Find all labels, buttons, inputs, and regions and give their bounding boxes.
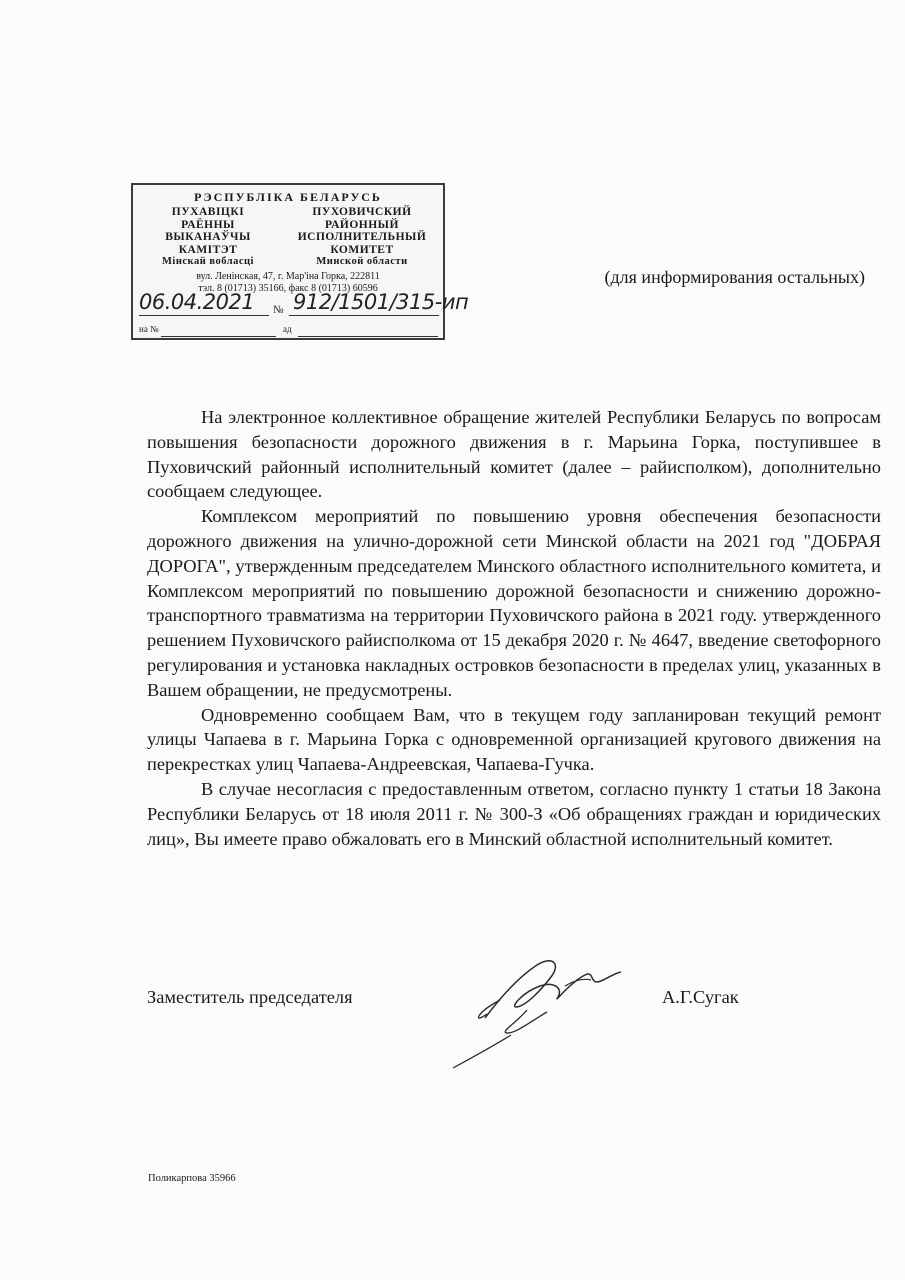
stamp-date-line <box>139 315 269 316</box>
stamp-republic: РЭСПУБЛІКА БЕЛАРУСЬ <box>194 190 382 204</box>
stamp-left-line: РАЁННЫ <box>181 218 235 231</box>
stamp-right-line: ИСПОЛНИТЕЛЬНЫЙ <box>297 231 427 244</box>
signer-position: Заместитель председателя <box>147 987 353 1007</box>
signer-name: А.Г.Сугак <box>662 987 739 1007</box>
official-stamp <box>131 183 469 340</box>
stamp-reply-date-line <box>298 336 438 337</box>
stamp-left-line: ВЫКАНАЎЧЫ <box>165 231 251 244</box>
stamp-number: 912/1501/315-ип <box>293 290 469 314</box>
paragraph: Одновременно сообщаем Вам, что в текущем году запланирован текущий ремонт улицы Чапаева в г. Марьина Горка с одновременной организацией кругового движения на перекрестках улиц Чапаева-Андреевская, Чапаева-Гучка. <box>147 704 881 775</box>
stamp-reply-label: на № <box>139 324 159 334</box>
stamp-left-line: КАМІТЭТ <box>178 243 238 256</box>
stamp-reply-line <box>161 336 276 337</box>
stamp-right-line: Минской области <box>316 256 408 268</box>
stamp-address: вул. Ленінская, 47, г. Мар'іна Горка, 222811 <box>196 271 380 282</box>
stamp-left-line: Мінскай вобласці <box>162 256 254 268</box>
paragraph: На электронное коллективное обращение жителей Республики Беларусь по вопросам повышения безопасности дорожного движения в г. Марьина Горка, поступившее в Пуховичский районный исполнительный комитет (далее – райисполком), дополнительно сообщаем следующее. <box>147 407 881 502</box>
paragraph: Комплексом мероприятий по повышению уровня обеспечения безопасности дорожного движения на улично-дорожной сети Минской области на 2021 год "ДОБРАЯ ДОРОГА", утвержденным председателем Минского областного исполнительного комитета, и Комплексом мероприятий по повышению дорожной безопасности и снижению дорожно-транспортного травматизма на территории Пуховичского района в 2021 году. утвержденного решением Пуховичского райисполкома от 15 декабря 2020 г. № 4647, введение светофорного регулирования и установка накладных островков безопасности в пределах улиц, указанных в Вашем обращении, не предусмотрены. <box>147 506 881 700</box>
stamp-date: 06.04.2021 <box>139 290 255 314</box>
stamp-reply-date-label: ад <box>283 324 292 334</box>
handwritten-signature <box>445 950 645 1075</box>
stamp-number-line <box>289 315 439 316</box>
paragraph: В случае несогласия с предоставленным ответом, согласно пункту 1 статьи 18 Закона Республики Беларусь от 18 июля 2011 г. № 300-З «Об обращениях граждан и юридических лиц», Вы имеете право обжаловать его в Минский областной исполнительный комитет. <box>147 778 881 849</box>
addressee-note: (для информирования остальных) <box>604 267 865 287</box>
stamp-number-sign: № <box>273 304 284 316</box>
stamp-right-line: КОМИТЕТ <box>330 243 394 256</box>
stamp-right-line: РАЙОННЫЙ <box>325 218 399 231</box>
stamp-phone: тэл. 8 (01713) 35166, факс 8 (01713) 60596 <box>198 283 378 294</box>
letter-body <box>147 405 881 851</box>
executor-note: Поликарпова 35966 <box>148 1173 236 1184</box>
stamp-left-line: ПУХАВІЦКІ <box>171 206 245 218</box>
stamp-left-block <box>139 206 277 269</box>
stamp-right-block <box>281 206 443 269</box>
stamp-right-line: ПУХОВИЧСКИЙ <box>312 206 412 218</box>
